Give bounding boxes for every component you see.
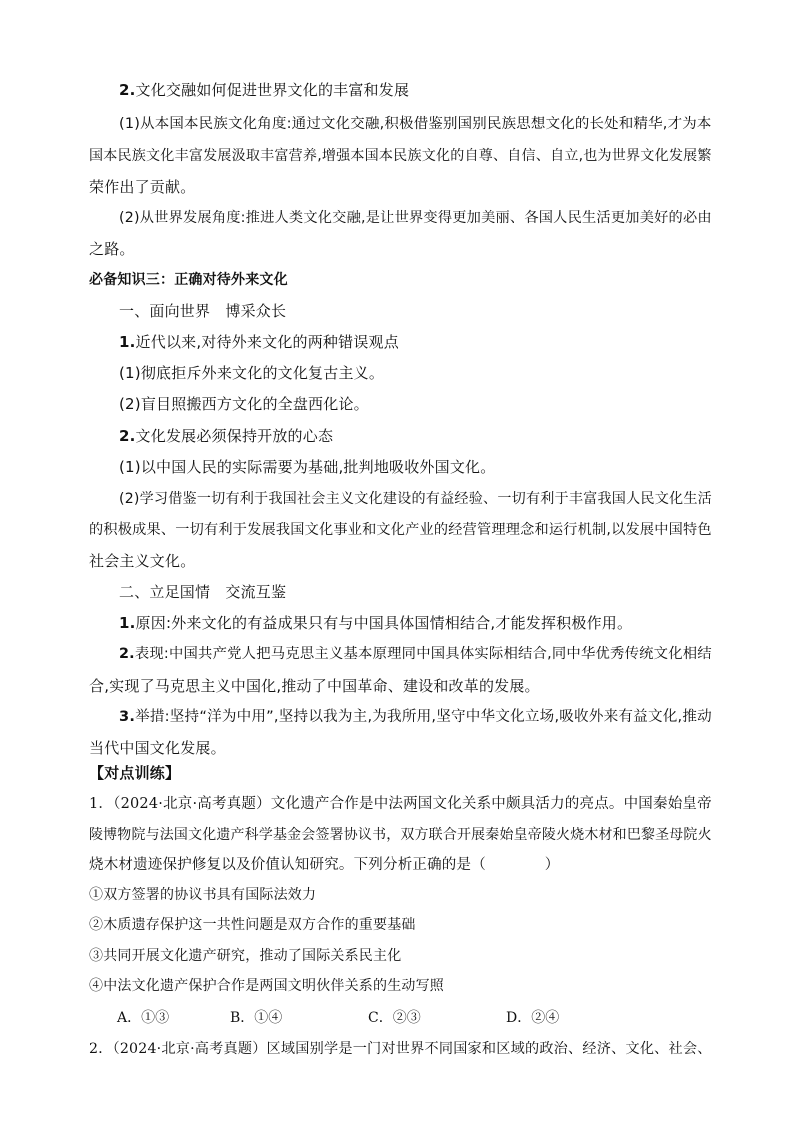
heading-text: 文化交融如何促进世界文化的丰富和发展 <box>135 81 410 99</box>
list-item-continued: 的积极成果、一切有利于发展我国文化事业和文化产业的经营管理理念和运行机制,以发展中国特色 <box>89 522 712 538</box>
option-a: A．①③ <box>117 1010 170 1026</box>
list-item-continued: 社会主义文化。 <box>89 552 196 570</box>
section-heading <box>119 80 409 100</box>
knowledge-title: 必备知识三：正确对待外来文化 <box>89 272 288 288</box>
statement-2: ②木质遗存保护这一共性问题是双方合作的重要基础 <box>89 917 416 933</box>
point-text: 原因:外来文化的有益成果只有与中国具体国情相结合,才能发挥积极作用。 <box>135 614 633 632</box>
list-item: (1)以中国人民的实际需要为基础,批判地吸收外国文化。 <box>119 458 496 476</box>
question-line: 陵博物院与法国文化遗产科学基金会签署协议书，双方联合开展秦始皇帝陵火烧木材和巴黎圣母院火 <box>89 827 712 843</box>
list-item: (2)盲目照搬西方文化的全盘西化论。 <box>119 395 369 413</box>
point-number: 2. <box>119 646 135 662</box>
list-item: (1)彻底拒斥外来文化的文化复古主义。 <box>119 364 385 382</box>
point-number: 1. <box>119 614 136 632</box>
statement-4: ④中法文化遗产保护合作是两国文明伙伴关系的生动写照 <box>89 978 444 994</box>
point-heading <box>119 332 399 352</box>
point-text: 举措:坚持“洋为中用”,坚持以我为主,为我所用,坚守中华文化立场,吸收外来有益文化,推动 <box>135 708 712 725</box>
paragraph-line: 荣作出了贡献。 <box>89 178 196 196</box>
paragraph-line: 之路。 <box>89 240 135 258</box>
option-c: C．②③ <box>368 1010 421 1026</box>
point-number: 2. <box>119 427 136 445</box>
point-heading <box>119 426 333 446</box>
subsection-heading: 二、立足国情 交流互鉴 <box>119 583 287 601</box>
subsection-heading: 一、面向世界 博采众长 <box>119 302 287 320</box>
paragraph-line: (2)从世界发展角度:推进人类文化交融,是让世界变得更加美丽、各国人民生活更加美好的必由 <box>119 210 712 226</box>
point-number: 1. <box>119 333 136 351</box>
point-text: 表现:中国共产党人把马克思主义基本原理同中国具体实际相结合,同中华优秀传统文化相结 <box>134 646 712 662</box>
heading-number: 2. <box>119 81 136 99</box>
point-heading <box>119 707 712 727</box>
point-heading <box>119 644 712 664</box>
training-title: 【对点训练】 <box>89 764 181 782</box>
statement-3: ③共同开展文化遗产研究，推动了国际关系民主化 <box>89 948 402 964</box>
paragraph-line: 合,实现了马克思主义中国化,推动了中国革命、建设和改革的发展。 <box>89 677 540 695</box>
point-number: 3. <box>119 708 136 725</box>
paragraph-line: 国本民族文化丰富发展汲取丰富营养,增强本国本民族文化的自尊、自信、自立,也为世界文化发展繁 <box>89 148 712 164</box>
paragraph-line: (1)从本国本民族文化角度:通过文化交融,积极借鉴别国别民族思想文化的长处和精华,才为本 <box>119 116 712 132</box>
list-item: (2)学习借鉴一切有利于我国社会主义文化建设的有益经验、一切有利于丰富我国人民文化生活 <box>119 491 712 507</box>
option-b: B．①④ <box>230 1010 283 1026</box>
point-text: 近代以来,对待外来文化的两种错误观点 <box>135 333 399 351</box>
point-text: 文化发展必须保持开放的心态 <box>135 427 334 445</box>
point-heading <box>119 613 632 633</box>
question-line: 2．（2024·北京·高考真题）区域国别学是一门对世界不同国家和区域的政治、经济、文化、社会、 <box>89 1041 712 1057</box>
question-line: 1．（2024·北京·高考真题）文化遗产合作是中法两国文化关系中颇具活力的亮点。中国秦始皇帝 <box>89 796 712 812</box>
statement-1: ①双方签署的协议书具有国际法效力 <box>89 887 317 903</box>
option-d: D．②④ <box>506 1010 560 1026</box>
question-line: 烧木材遗迹保护修复以及价值认知研究。下列分析正确的是（ ） <box>89 857 560 873</box>
paragraph-line: 当代中国文化发展。 <box>89 739 226 757</box>
